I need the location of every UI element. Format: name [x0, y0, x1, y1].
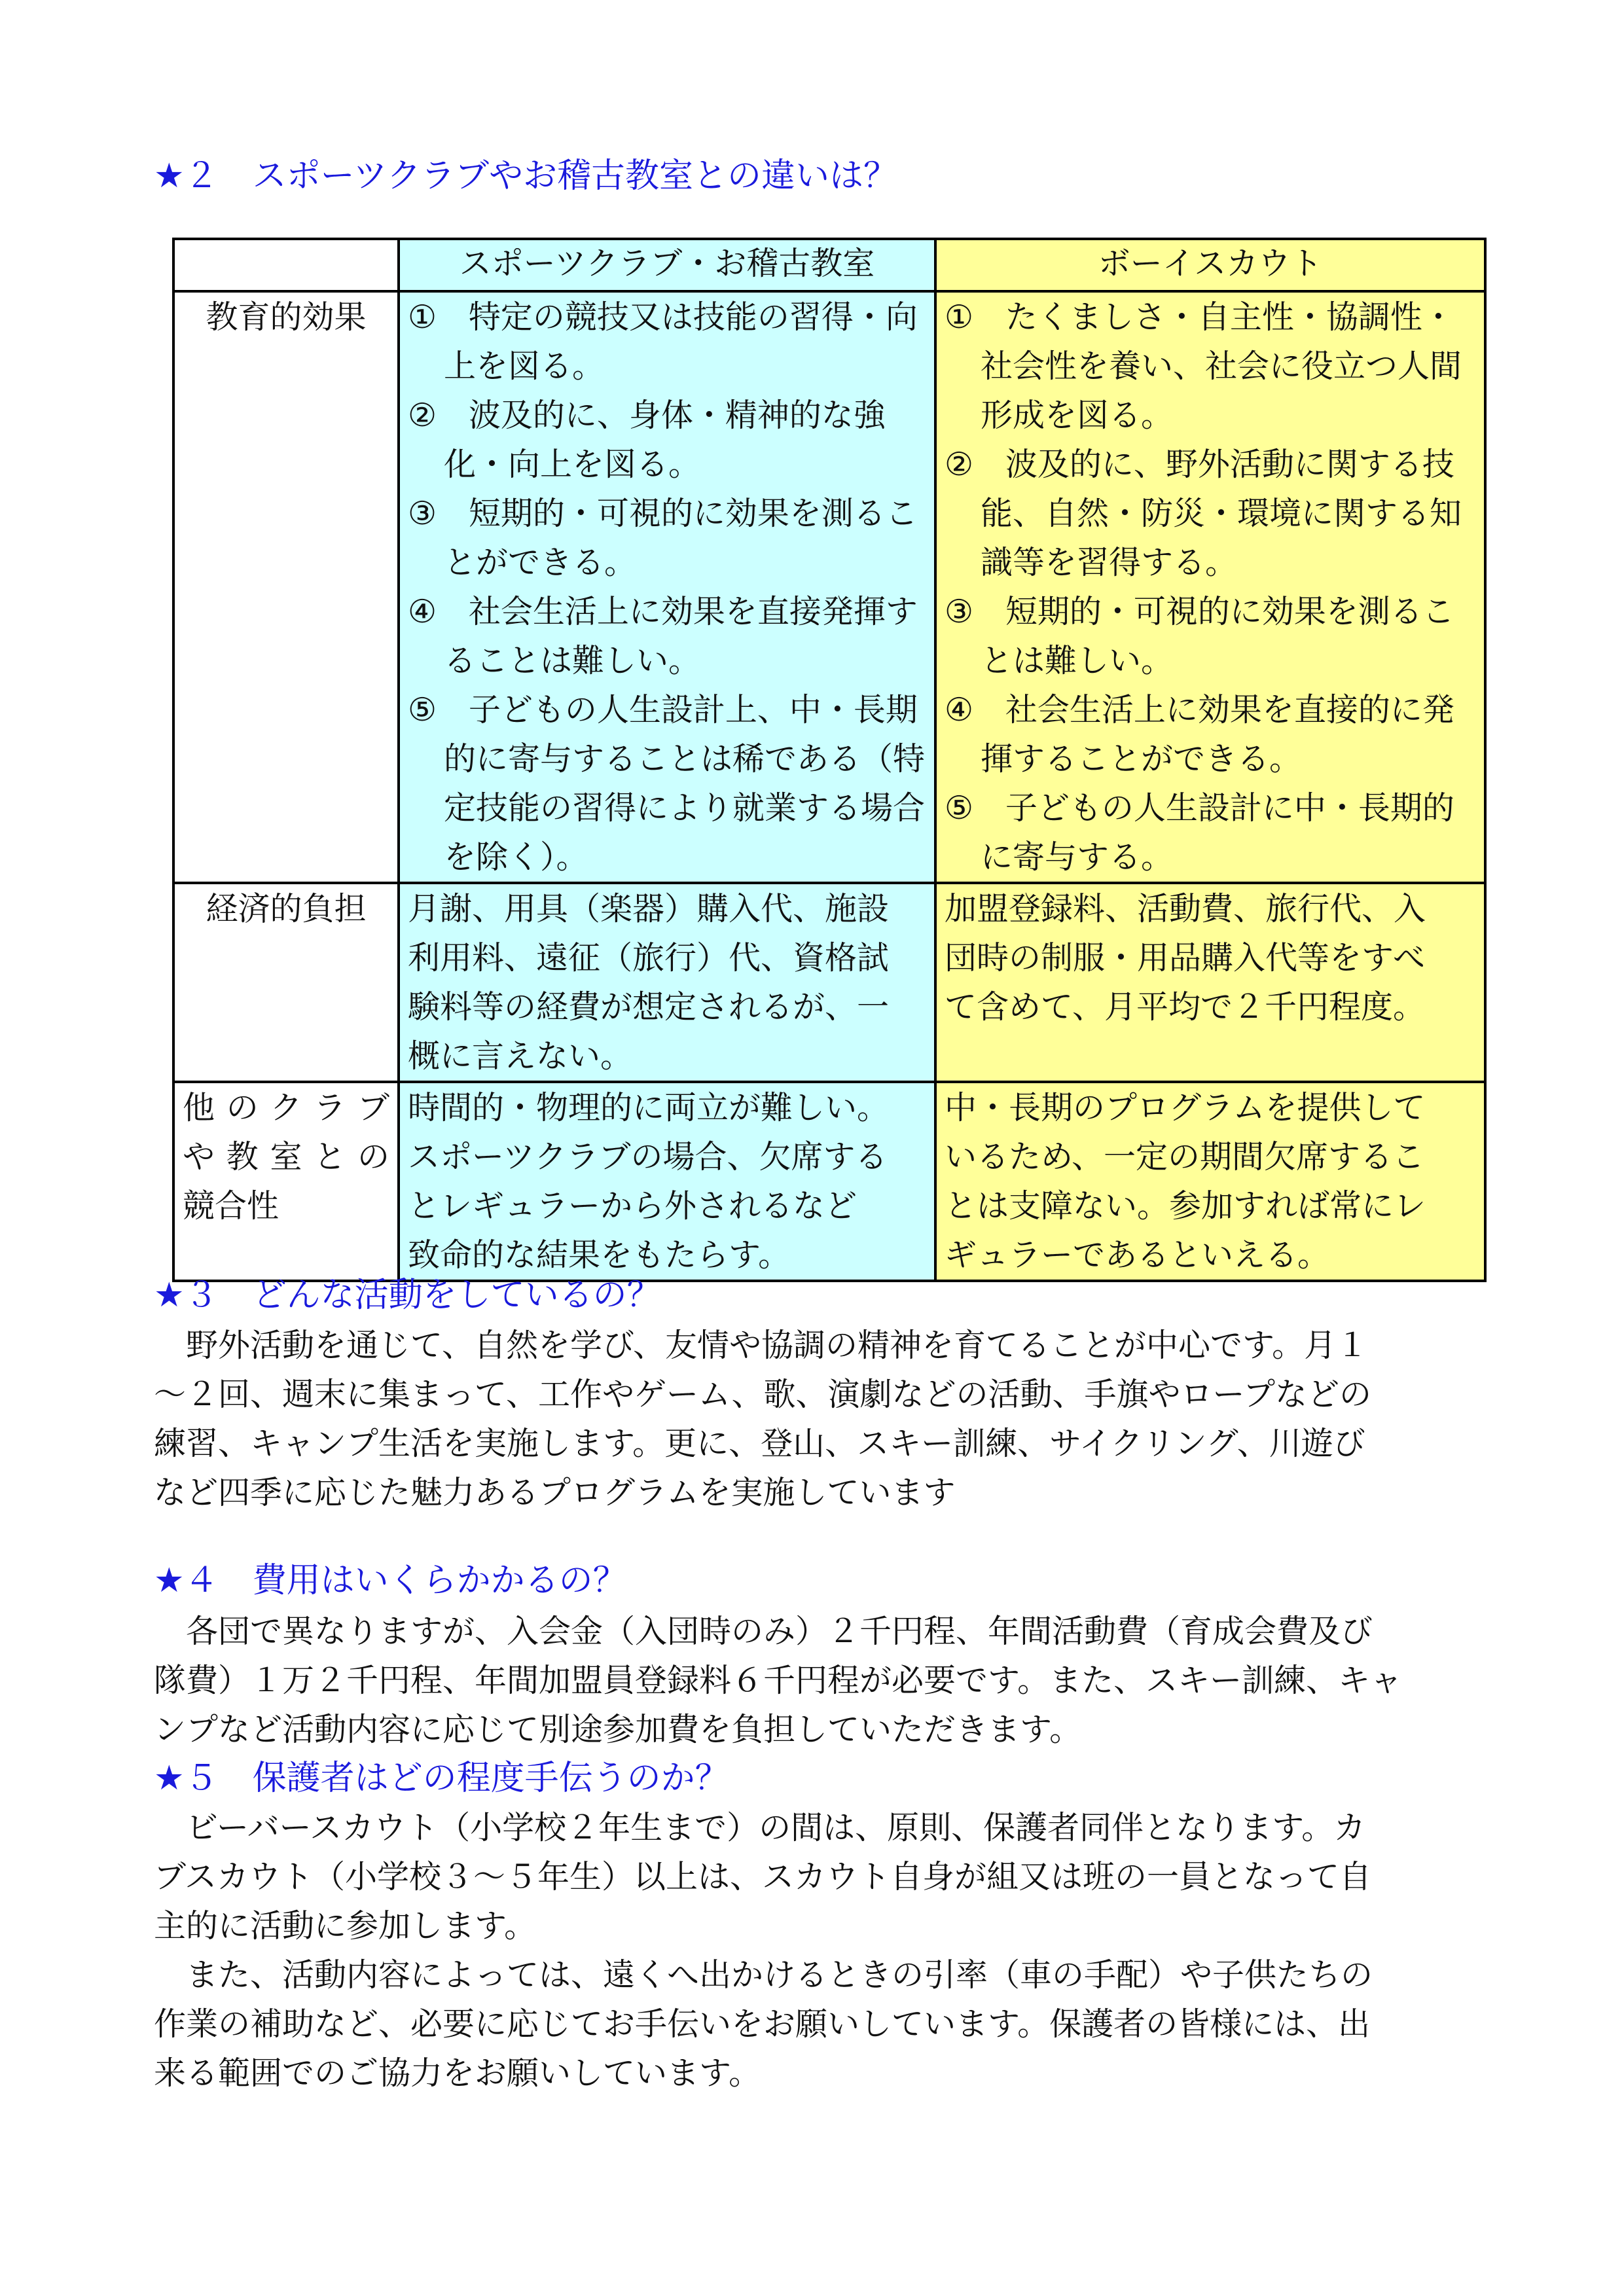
text-line: て含めて、月平均で２千円程度。	[945, 988, 1426, 1026]
text-line: 各団で異なりますが、入会金（入団時のみ）２千円程、年間活動費（育成会費及び	[154, 1613, 1373, 1650]
section-3-body	[154, 1321, 1470, 1517]
header-blank-cell	[173, 239, 399, 291]
text-line: ギュラーであるといえる。	[945, 1236, 1330, 1274]
list-item: ⑤ 子どもの人生設計に中・長期的に寄与する。	[945, 789, 1454, 876]
row-label-economic-burden: 経済的負担	[173, 883, 399, 1082]
table-header-row	[173, 239, 1485, 291]
cell-competition-scout	[935, 1082, 1485, 1281]
text-line: スポーツクラブの場合、欠席する	[408, 1138, 888, 1175]
text-line: 隊費）１万２千円程、年間加盟員登録料６千円程が必要です。また、スキー訓練、キャ	[154, 1662, 1403, 1699]
cell-economic-sports	[399, 883, 935, 1082]
section-5-heading: ★５ 保護者はどの程度手伝うのか？	[154, 1759, 729, 1798]
list-item: ③ 短期的・可視的に効果を測ることは難しい。	[945, 593, 1454, 679]
section-4-body	[154, 1607, 1470, 1754]
text-line: 加盟登録料、活動費、旅行代、入	[945, 890, 1426, 927]
text-line: とは支障ない。参加すれば常にレ	[945, 1187, 1426, 1225]
text-line: 験料等の経費が想定されるが、一	[408, 988, 890, 1026]
text-line: 時間的・物理的に両立が難しい。	[408, 1089, 890, 1126]
text-line: や教室との	[183, 1138, 389, 1175]
list-item: ② 波及的に、野外活動に関する技能、自然・防災・環境に関する知識等を習得する。	[945, 446, 1462, 581]
text-line: 概に言えない。	[408, 1037, 633, 1075]
list-item: ④ 社会生活上に効果を直接発揮することは難しい。	[408, 593, 918, 679]
comparison-table	[172, 238, 1487, 1282]
text-line: 利用料、遠征（旅行）代、資格試	[408, 939, 890, 977]
list-item: ② 波及的に、身体・精神的な強化・向上を図る。	[408, 397, 886, 483]
text-line: 団時の制服・用品購入代等をすべ	[945, 939, 1426, 977]
row-educational-effect	[173, 291, 1485, 883]
text-line: ブスカウト（小学校３～５年生）以上は、スカウト自身が組又は班の一員となって自	[154, 1858, 1372, 1895]
row-label-competition	[173, 1082, 399, 1281]
list-item: ① たくましさ・自主性・協調性・社会性を養い、社会に役立つ人間形成を図る。	[945, 298, 1462, 434]
list-item: ① 特定の競技又は技能の習得・向上を図る。	[408, 298, 918, 385]
header-boy-scout: ボーイスカウト	[935, 239, 1485, 291]
text-line: ンプなど活動内容に応じて別途参加費を負担していただきます。	[154, 1711, 1082, 1748]
text-line: 来る範囲でのご協力をお願いしています。	[154, 2054, 761, 2092]
row-competition	[173, 1082, 1485, 1281]
text-line: 野外活動を通じて、自然を学び、友情や協調の精神を育てることが中心です。月１	[154, 1327, 1369, 1364]
section-5-body	[154, 1803, 1470, 2098]
text-line: 月謝、用具（楽器）購入代、施設	[408, 890, 890, 927]
text-line: ～２回、週末に集まって、工作やゲーム、歌、演劇などの活動、手旗やロープなどの	[154, 1376, 1372, 1413]
text-line: 中・長期のプログラムを提供して	[945, 1089, 1426, 1126]
text-line: また、活動内容によっては、遠くへ出かけるときの引率（車の手配）や子供たちの	[154, 1956, 1373, 1994]
text-line: 他のクラブ	[183, 1089, 389, 1126]
text-line: 練習、キャンプ生活を実施します。更に、登山、スキー訓練、サイクリング、川遊び	[154, 1425, 1365, 1462]
cell-education-scout	[935, 291, 1485, 883]
list-item: ④ 社会生活上に効果を直接的に発揮することができる。	[945, 691, 1454, 778]
text-line: ビーバースカウト（小学校２年生まで）の間は、原則、保護者同伴となります。カ	[154, 1809, 1366, 1846]
row-economic-burden	[173, 883, 1485, 1082]
text-line: 競合性	[183, 1187, 280, 1225]
text-line: 作業の補助など、必要に応じてお手伝いをお願いしています。保護者の皆様には、出	[154, 2005, 1371, 2043]
text-line: 主的に活動に参加します。	[154, 1907, 537, 1945]
cell-economic-scout	[935, 883, 1485, 1082]
text-line: いるため、一定の期間欠席するこ	[945, 1138, 1425, 1175]
header-sports-club: スポーツクラブ・お稽古教室	[399, 239, 935, 291]
cell-education-sports	[399, 291, 935, 883]
text-line: など四季に応じた魅力あるプログラムを実施しています	[154, 1474, 956, 1511]
section-2-heading: ★２ スポーツクラブやお稽古教室との違いは？	[154, 156, 898, 196]
row-label-educational-effect: 教育的効果	[173, 291, 399, 883]
list-item: ③ 短期的・可視的に効果を測ることができる。	[408, 495, 918, 581]
text-line: 致命的な結果をもたらす。	[408, 1236, 791, 1274]
cell-competition-sports	[399, 1082, 935, 1281]
section-3-heading: ★３ どんな活動をしているの？	[154, 1276, 661, 1315]
section-4-heading: ★４ 費用はいくらかかるの？	[154, 1561, 627, 1600]
list-item: ⑤ 子どもの人生設計上、中・長期的に寄与することは稀である（特定技能の習得により就業する場合を除く）。	[408, 691, 926, 876]
text-line: とレギュラーから外されるなど	[408, 1187, 857, 1225]
